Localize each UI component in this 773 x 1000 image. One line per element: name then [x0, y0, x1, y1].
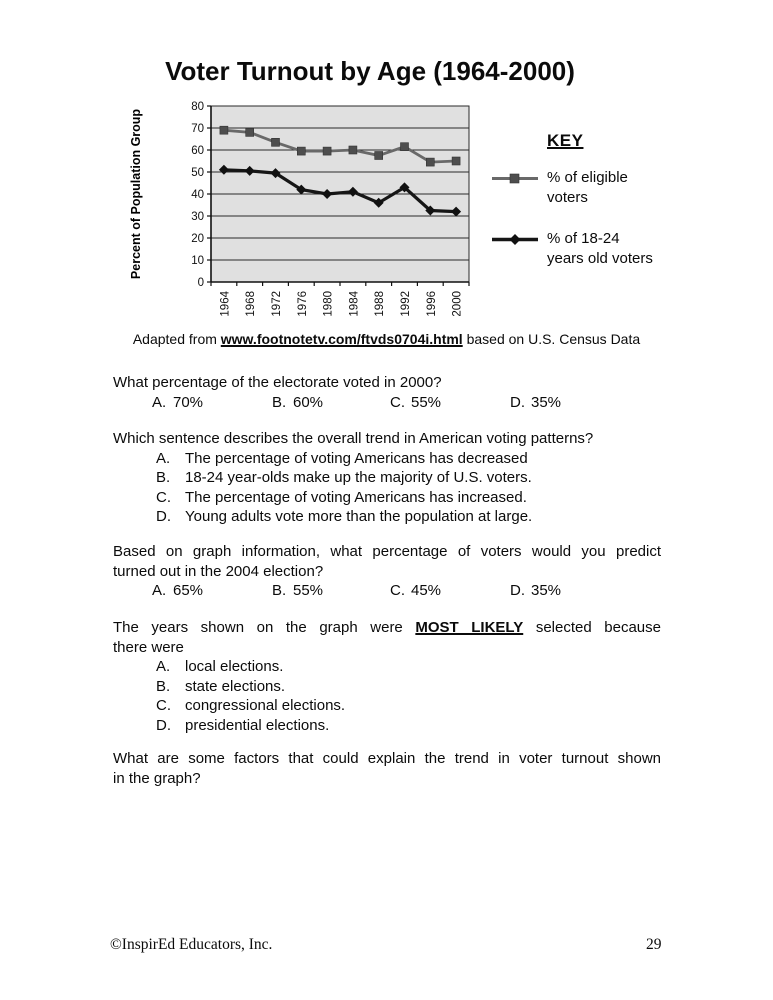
svg-text:20: 20: [191, 233, 204, 245]
option-letter: D.: [156, 508, 171, 525]
voter-turnout-line-chart: [108, 95, 488, 332]
option-text: 35%: [531, 582, 562, 599]
question-5-prompt: [113, 749, 661, 788]
option-a: [156, 657, 661, 677]
option-c: [390, 581, 510, 601]
option-letter: B.: [156, 677, 171, 695]
option-text: The percentage of voting Americans has decreased: [185, 449, 528, 467]
option-d: [156, 507, 661, 527]
question-1: [113, 373, 661, 412]
svg-text:1976: 1976: [296, 291, 309, 317]
question-3-options: [152, 581, 661, 601]
option-d: [156, 716, 661, 736]
svg-text:30: 30: [191, 211, 204, 223]
svg-text:1992: 1992: [400, 291, 412, 317]
option-a: [152, 581, 272, 601]
prompt-line-1: Based on graph information, what percentage of voters would you predict: [113, 543, 661, 560]
option-letter: A.: [152, 582, 167, 599]
question-4-options: [156, 657, 661, 735]
prompt-line-1: [113, 618, 661, 638]
svg-text:1964: 1964: [219, 291, 232, 317]
option-letter: B.: [272, 393, 287, 411]
question-1-options: [152, 393, 661, 413]
option-text: 35%: [531, 393, 562, 411]
svg-text:1972: 1972: [271, 291, 283, 317]
question-4: [113, 618, 661, 735]
legend-item-eligible-voters: [492, 168, 674, 207]
svg-text:1980: 1980: [322, 291, 335, 317]
question-2-options: [156, 449, 661, 527]
option-text: local elections.: [185, 658, 284, 675]
option-letter: C.: [156, 488, 171, 506]
svg-text:0: 0: [197, 277, 204, 289]
option-letter: A.: [156, 449, 171, 467]
prompt-after: selected because: [523, 619, 661, 636]
gray-square-line-marker-icon: [492, 171, 538, 186]
svg-text:1988: 1988: [374, 291, 387, 317]
option-b: [272, 581, 390, 601]
option-text: Young adults vote more than the population at large.: [185, 508, 533, 525]
option-text: 55%: [411, 393, 442, 411]
question-2: [113, 429, 661, 527]
option-text: 65%: [173, 582, 204, 599]
prompt-before: The years shown on the graph were: [113, 619, 416, 636]
option-text: presidential elections.: [185, 716, 330, 734]
option-letter: A.: [152, 393, 167, 411]
option-b: [156, 677, 661, 697]
page-title: Voter Turnout by Age (1964-2000): [165, 56, 575, 86]
svg-text:1984: 1984: [348, 291, 361, 317]
prompt-line-2: there were: [113, 638, 184, 656]
svg-text:2000: 2000: [451, 291, 464, 317]
prompt-emphasis: MOST LIKELY: [415, 619, 524, 636]
option-letter: D.: [510, 393, 525, 411]
question-5: [113, 749, 661, 788]
option-letter: A.: [156, 658, 171, 675]
option-b: [156, 468, 661, 488]
source-link[interactable]: www.footnotetv.com/ftvds0704i.html: [220, 331, 463, 347]
option-letter: C.: [390, 582, 405, 599]
option-letter: C.: [390, 393, 405, 411]
option-text: 45%: [411, 582, 442, 599]
legend-title: KEY: [547, 131, 584, 150]
option-text: 70%: [173, 393, 204, 411]
source-attribution: [0, 331, 773, 347]
option-text: The percentage of voting Americans has increased.: [185, 488, 527, 506]
source-suffix: based on U.S. Census Data: [462, 331, 641, 347]
svg-text:1968: 1968: [245, 291, 258, 317]
option-text: 55%: [293, 582, 324, 599]
option-c: [156, 696, 661, 716]
option-a: [156, 449, 661, 469]
svg-text:60: 60: [191, 145, 204, 157]
option-letter: D.: [156, 716, 171, 734]
option-a: [152, 393, 272, 413]
svg-text:10: 10: [191, 255, 204, 267]
chart-legend: [492, 131, 674, 268]
question-3: [113, 542, 661, 601]
black-diamond-line-marker-icon: [492, 232, 538, 247]
source-prefix: Adapted from: [132, 331, 221, 347]
svg-text:70: 70: [191, 123, 204, 135]
option-d: [510, 393, 561, 413]
option-c: [156, 488, 661, 508]
prompt-line-1: What are some factors that could explain the trend in voter turnout shown: [113, 750, 661, 767]
option-letter: B.: [156, 469, 171, 486]
svg-text:80: 80: [191, 101, 204, 113]
option-text: congressional elections.: [185, 697, 346, 714]
option-letter: D.: [510, 582, 525, 599]
option-letter: C.: [156, 697, 171, 714]
footer-copyright: ©InspirEd Educators, Inc.: [110, 936, 273, 953]
footer-page-number: 29: [646, 936, 662, 953]
legend-label-youth-voters: % of 18-24 years old voters: [547, 230, 653, 267]
question-4-prompt: [113, 618, 661, 657]
svg-text:Percent of Population Group: Percent of Population Group: [129, 108, 143, 280]
option-b: [272, 393, 390, 413]
legend-label-eligible-voters: % of eligible voters: [547, 169, 628, 206]
question-3-prompt: [113, 542, 661, 581]
svg-text:1996: 1996: [425, 291, 438, 317]
svg-text:40: 40: [191, 189, 204, 201]
option-letter: B.: [272, 582, 287, 599]
legend-item-youth-voters: [492, 229, 674, 268]
option-text: 18-24 year-olds make up the majority of U.S. voters.: [185, 469, 532, 486]
question-1-prompt: What percentage of the electorate voted in 2000?: [113, 374, 442, 391]
prompt-line-2: turned out in the 2004 election?: [113, 562, 324, 580]
svg-text:50: 50: [191, 167, 204, 179]
option-c: [390, 393, 510, 413]
option-d: [510, 581, 561, 601]
option-text: 60%: [293, 393, 324, 411]
question-2-prompt: Which sentence describes the overall trend in American voting patterns?: [113, 430, 594, 447]
prompt-line-2: in the graph?: [113, 769, 201, 787]
option-text: state elections.: [185, 677, 286, 695]
